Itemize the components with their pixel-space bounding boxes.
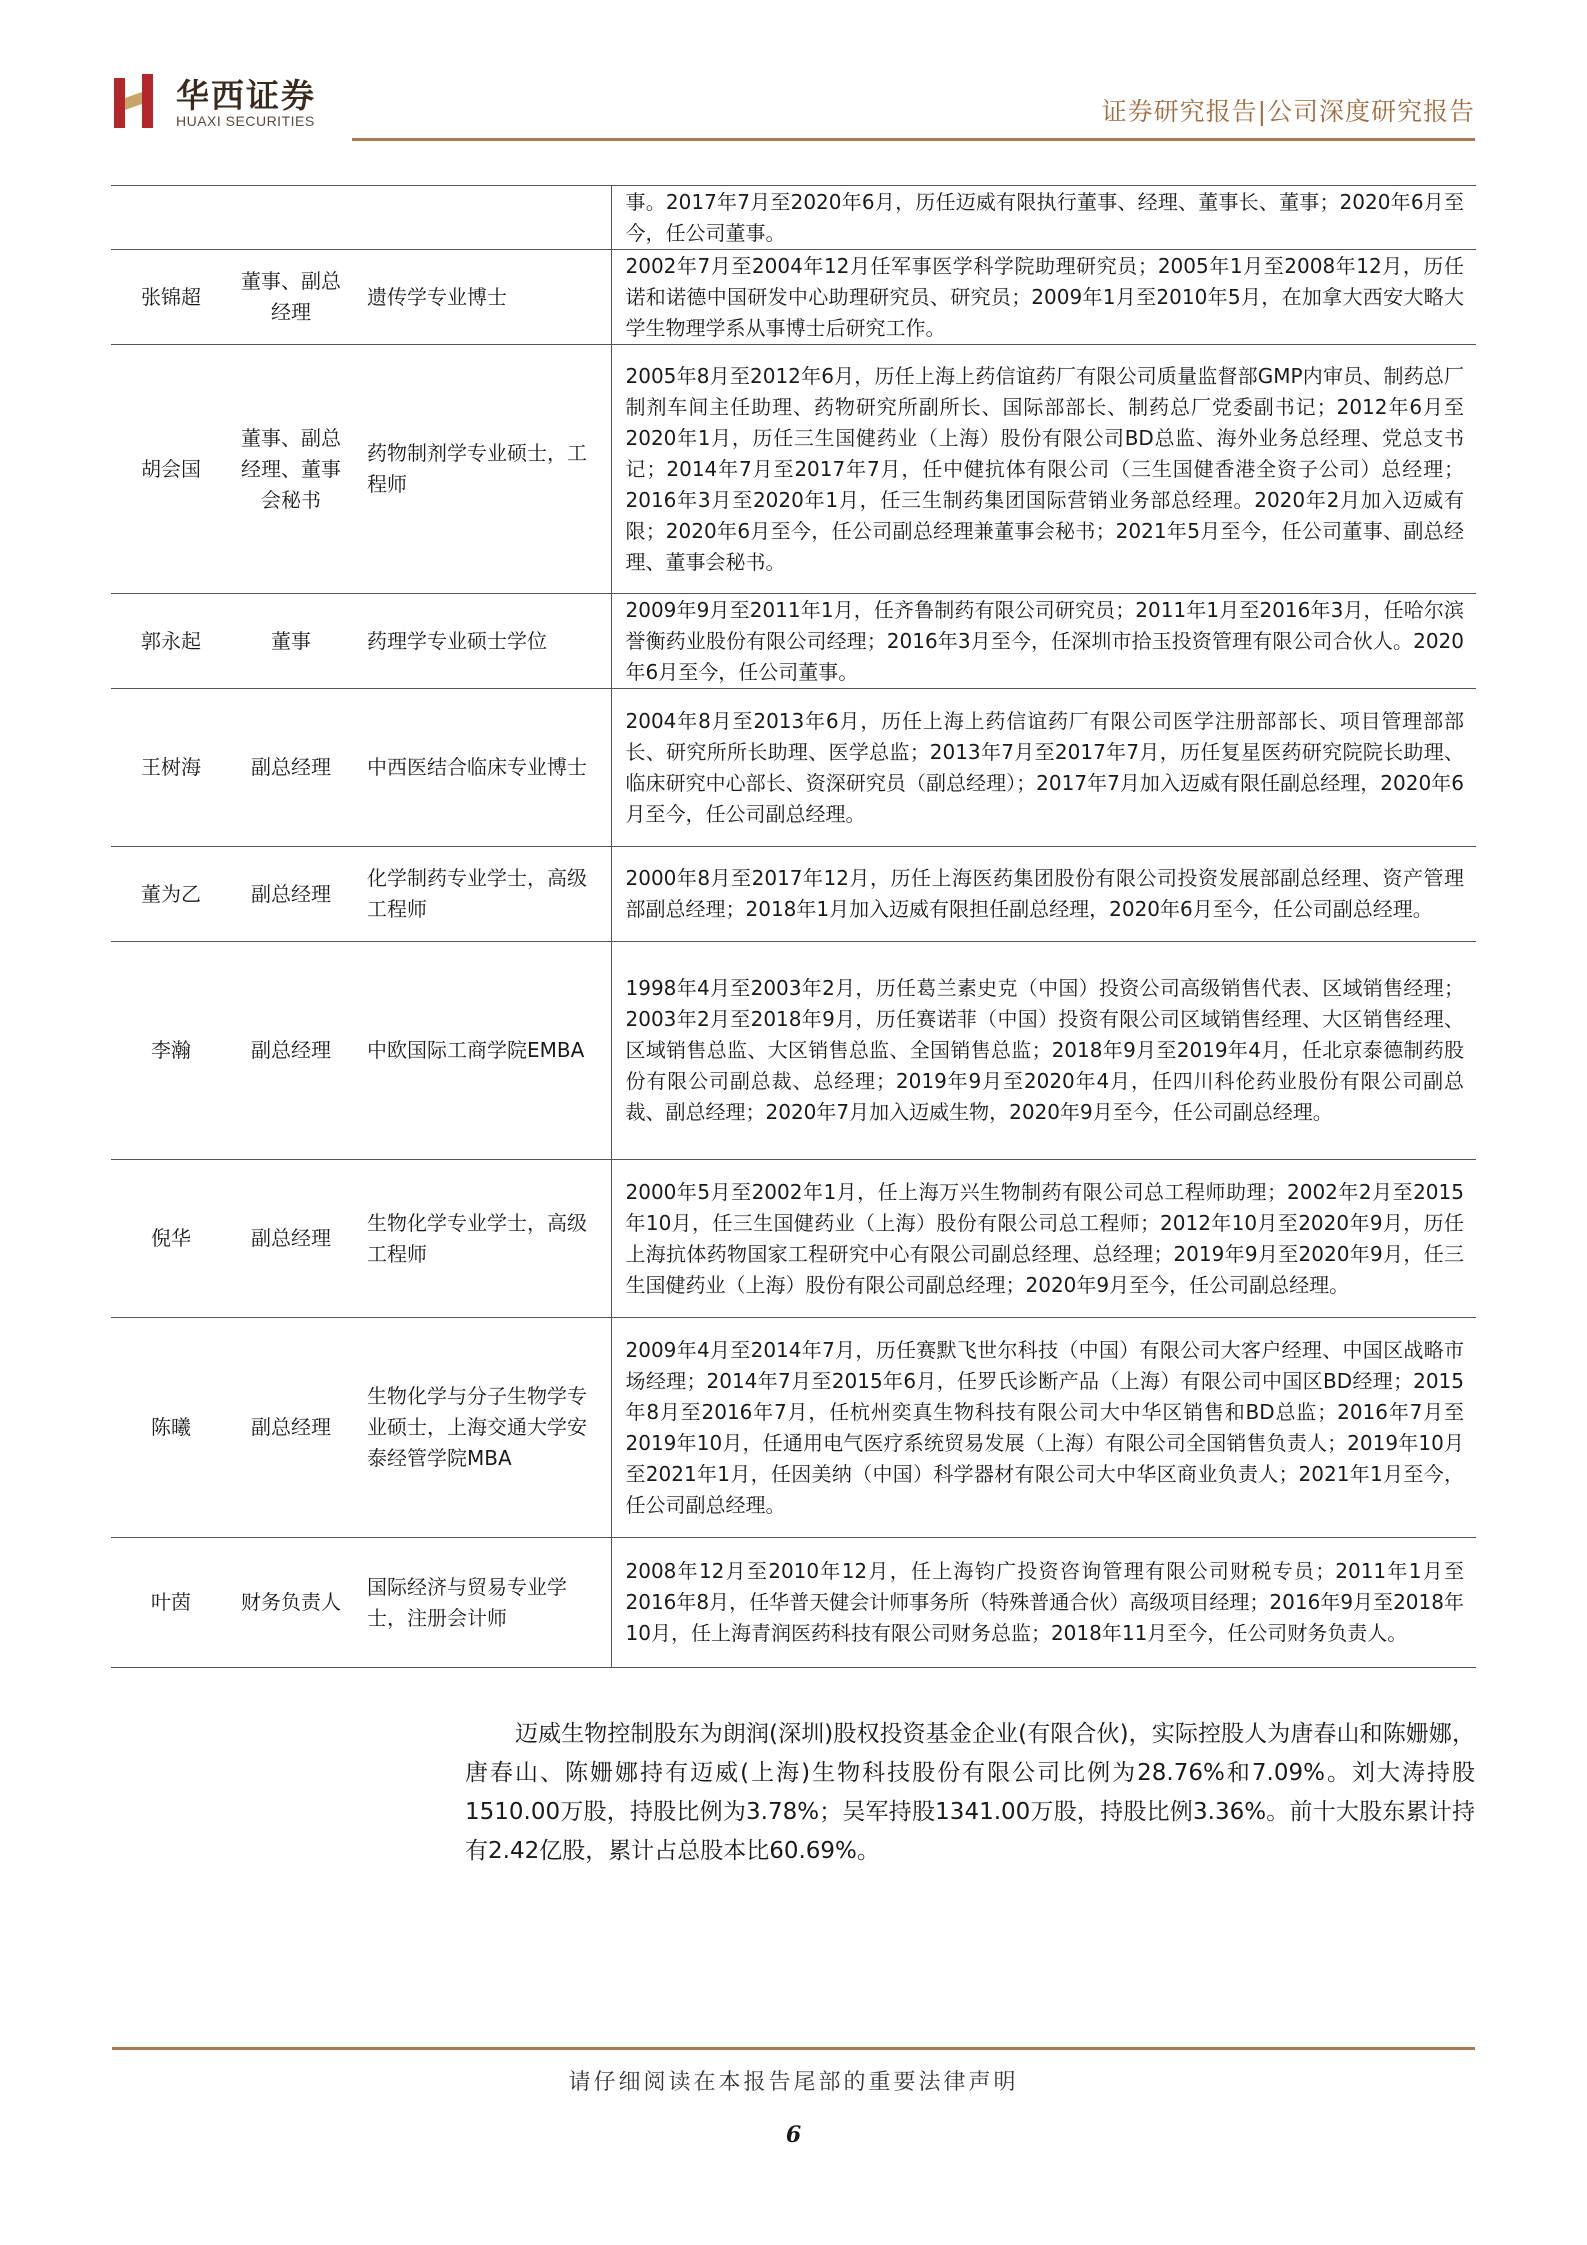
table-row [111, 1318, 1476, 1538]
person-bio: 2000年5月至2002年1月，任上海万兴生物制药有限公司总工程师助理；2002年2月至2015年10月，任三生国健药业（上海）股份有限公司总工程师；2012年10月至2020年9月，历任上海抗体药物国家工程研究中心有限公司副总经理、总经理；2019年9月至2020年9月，任三生国健药业（上海）股份有限公司副总经理；2020年9月至今，任公司副总经理。 [611, 1160, 1476, 1318]
person-name: 王树海 [111, 689, 231, 847]
person-education: 药物制剂学专业硕士，工程师 [351, 345, 611, 594]
person-bio: 2005年8月至2012年6月，历任上海上药信谊药厂有限公司质量监督部GMP内审员、制药总厂制剂车间主任助理、药物研究所副所长、国际部部长、制药总厂党委副书记；2012年6月至2020年1月，历任三生国健药业（上海）股份有限公司BD总监、海外业务总经理、党总支书记；2014年7月至2017年7月，任中健抗体有限公司（三生国健香港全资子公司）总经理；2016年3月至2020年1月，任三生制药集团国际营销业务部总经理。2020年2月加入迈威有限；2020年6月至今，任公司副总经理兼董事会秘书；2021年5月至今，任公司董事、副总经理、董事会秘书。 [611, 345, 1476, 594]
person-position: 副总经理 [231, 847, 351, 942]
person-name: 叶茵 [111, 1538, 231, 1668]
person-position: 副总经理 [231, 942, 351, 1160]
footer-divider [112, 2047, 1475, 2050]
person-education: 中欧国际工商学院EMBA [351, 942, 611, 1160]
person-education: 生物化学与分子生物学专业硕士，上海交通大学安泰经管学院MBA [351, 1318, 611, 1538]
person-name: 郭永起 [111, 594, 231, 689]
person-education [351, 186, 611, 250]
page-number: 6 [785, 2122, 802, 2148]
person-bio: 2002年7月至2004年12月任军事医学科学院助理研究员；2005年1月至2008年12月，历任诺和诺德中国研发中心助理研究员、研究员；2009年1月至2010年5月，在加拿大西安大略大学生物理学系从事博士后研究工作。 [611, 250, 1476, 345]
person-name: 胡会国 [111, 345, 231, 594]
management-table [111, 185, 1476, 1668]
person-bio: 2009年4月至2014年7月，历任赛默飞世尔科技（中国）有限公司大客户经理、中国区战略市场经理；2014年7月至2015年6月，任罗氏诊断产品（上海）有限公司中国区BD经理；2015年8月至2016年7月，任杭州奕真生物科技有限公司大中华区销售和BD总监；2016年7月至2019年10月，任通用电气医疗系统贸易发展（上海）有限公司全国销售负责人；2019年10月至2021年1月，任因美纳（中国）科学器材有限公司大中华区商业负责人；2021年1月至今，任公司副总经理。 [611, 1318, 1476, 1538]
person-name: 李瀚 [111, 942, 231, 1160]
person-bio: 2009年9月至2011年1月，任齐鲁制药有限公司研究员；2011年1月至2016年3月，任哈尔滨誉衡药业股份有限公司经理；2016年3月至今，任深圳市拾玉投资管理有限公司合伙人。2020年6月至今，任公司董事。 [611, 594, 1476, 689]
person-name [111, 186, 231, 250]
person-position: 副总经理 [231, 689, 351, 847]
person-name: 倪华 [111, 1160, 231, 1318]
person-name: 董为乙 [111, 847, 231, 942]
person-education: 中西医结合临床专业博士 [351, 689, 611, 847]
person-position: 财务负责人 [231, 1538, 351, 1668]
person-bio: 事。2017年7月至2020年6月，历任迈威有限执行董事、经理、董事长、董事；2020年6月至今，任公司董事。 [611, 186, 1476, 250]
header-divider [352, 138, 1475, 141]
table-row [111, 250, 1476, 345]
shareholder-paragraph: 迈威生物控制股东为朗润(深圳)股权投资基金企业(有限合伙)，实际控股人为唐春山和陈姗娜，唐春山、陈姗娜持有迈威(上海)生物科技股份有限公司比例为28.76%和7.09%。刘大涛持股1510.00万股，持股比例为3.78%；吴军持股1341.00万股，持股比例3.36%。前十大股东累计持有2.42亿股，累计占总股本比60.69%。 [465, 1721, 1475, 1864]
huaxi-logo-icon [112, 72, 162, 130]
table-row [111, 942, 1476, 1160]
person-name: 陈曦 [111, 1318, 231, 1538]
person-position: 副总经理 [231, 1160, 351, 1318]
table-row [111, 1160, 1476, 1318]
table-row [111, 1538, 1476, 1668]
report-type: 证券研究报告|公司深度研究报告 [1101, 97, 1475, 126]
person-education: 药理学专业硕士学位 [351, 594, 611, 689]
person-position: 董事、副总经理 [231, 250, 351, 345]
person-education: 遗传学专业博士 [351, 250, 611, 345]
table-row [111, 847, 1476, 942]
person-education: 国际经济与贸易专业学士，注册会计师 [351, 1538, 611, 1668]
person-education: 化学制药专业学士，高级工程师 [351, 847, 611, 942]
person-position: 副总经理 [231, 1318, 351, 1538]
person-education: 生物化学专业学士，高级工程师 [351, 1160, 611, 1318]
person-bio: 2000年8月至2017年12月，历任上海医药集团股份有限公司投资发展部副总经理、资产管理部副总经理；2018年1月加入迈威有限担任副总经理，2020年6月至今，任公司副总经理。 [611, 847, 1476, 942]
person-position: 董事 [231, 594, 351, 689]
person-position [231, 186, 351, 250]
person-bio: 2004年8月至2013年6月，历任上海上药信谊药厂有限公司医学注册部部长、项目管理部部长、研究所所长助理、医学总监；2013年7月至2017年7月，历任复星医药研究院院长助理、临床研究中心部长、资深研究员（副总经理）；2017年7月加入迈威有限任副总经理，2020年6月至今，任公司副总经理。 [611, 689, 1476, 847]
table-row [111, 186, 1476, 250]
table-row [111, 345, 1476, 594]
person-name: 张锦超 [111, 250, 231, 345]
person-bio: 2008年12月至2010年12月，任上海钧广投资咨询管理有限公司财税专员；2011年1月至2016年8月，任华普天健会计师事务所（特殊普通合伙）高级项目经理；2016年9月至2018年10月，任上海青润医药科技有限公司财务总监；2018年11月至今，任公司财务负责人。 [611, 1538, 1476, 1668]
table-row [111, 689, 1476, 847]
legal-disclaimer: 请仔细阅读在本报告尾部的重要法律声明 [568, 2070, 1019, 2095]
person-position: 董事、副总经理、董事会秘书 [231, 345, 351, 594]
brand-name-en: HUAXI SECURITIES [176, 113, 315, 129]
person-bio: 1998年4月至2003年2月，历任葛兰素史克（中国）投资公司高级销售代表、区域销售经理；2003年2月至2018年9月，历任赛诺菲（中国）投资有限公司区域销售经理、大区销售经理、区域销售总监、大区销售总监、全国销售总监；2018年9月至2019年4月，任北京泰德制药股份有限公司副总裁、总经理；2019年9月至2020年4月，任四川科伦药业股份有限公司副总裁、副总经理；2020年7月加入迈威生物，2020年9月至今，任公司副总经理。 [611, 942, 1476, 1160]
page-header [0, 0, 1587, 150]
table-row [111, 594, 1476, 689]
brand-name-cn: 华西证券 [176, 76, 316, 115]
